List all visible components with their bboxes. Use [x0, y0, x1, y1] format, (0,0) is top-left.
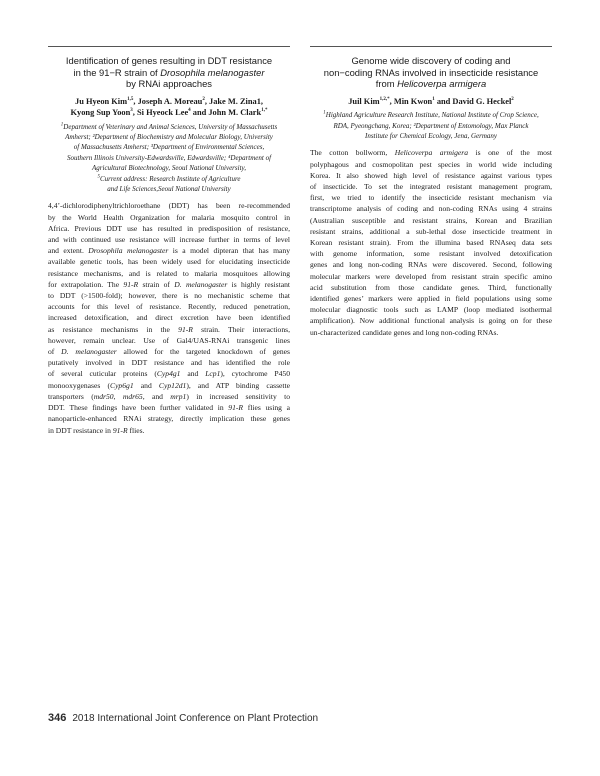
left-title-species: Drosophila melanogaster [160, 66, 265, 78]
author-name: , Min Kwon [389, 96, 433, 106]
abstract-line: nanoparticle-enhanced RNAi strategy, directly implication these genes [48, 414, 290, 424]
abstract-line: for extrapolation. The 91-R strain of D. melanogaster is highly resistant [48, 279, 290, 289]
abstract-line: transporters (mdr50, mdr65, and mrp1) in increased sensitivity to [48, 391, 291, 401]
author-affiliation-mark: 1,2,* [379, 96, 390, 102]
abstract-line: amplification). Now additional functional analysis is going on for these [310, 316, 552, 326]
affiliation-line: $^1$Highland Agriculture Research Institute, National Institute of Crop Science, [323, 110, 539, 120]
author-name: and David G. Heckel [434, 96, 512, 106]
abstract-line: Africa. Previous DDT use has resulted in predisposition of resistance, [48, 223, 290, 233]
author-name: , Joseph A. Moreau [133, 96, 203, 106]
abstract-line: to DDT (>1500-fold); however, there is no mechanistic scheme that [48, 291, 290, 301]
author-affiliation-mark: 2 [202, 96, 205, 102]
abstract-line: of insecticide. To set the integrated resistant management program, [310, 182, 552, 192]
right-article [310, 46, 552, 338]
abstract-line: genes and long non-coding RNAs were discovered. Second, following [310, 260, 552, 270]
author-affiliation-mark: 1,* [261, 108, 268, 114]
affiliation-line: Agricultural Biotechnology, Seoul National University, [92, 164, 246, 173]
affiliation-line: and Life Sciences,Seoul National University [107, 185, 231, 194]
left-authors [48, 96, 290, 119]
abstract-line: monooxygenases (Cyp6g1 and Cyp12d1), and ATP binding cassette [48, 380, 291, 390]
author-name: and John M. Clark [190, 108, 262, 118]
right-affiliations [310, 110, 552, 141]
abstract-line: identified genes’ markers were applied in field populations using some [310, 294, 552, 304]
affiliation-line: of Massachusetts Amherst; ³Department of Environmental Sciences, [73, 143, 265, 152]
abstract-line: transcriptome analysis of coding and non-coding RNAs using 4 strains [310, 204, 552, 214]
affiliation-line: $^5$Current address: Research Institute of Agriculture [97, 174, 241, 183]
abstract-line: with genome information, some resistant involved detoxification [310, 249, 552, 259]
abstract-line: Korean resistant strain). From the illumina based RNAseq data sets [310, 238, 552, 248]
page-footer [48, 712, 318, 725]
abstract-line: (Australian susceptible and resistant strains, Korean and Brazilian [310, 215, 552, 225]
left-affiliations [48, 122, 290, 195]
abstract-line: however, remain unclear. Use of Gal4/UAS-RNAi transgenic lines [48, 335, 290, 345]
right-title-species: Helicoverpa armigera [397, 78, 487, 90]
affiliation-line: $^1$Department of Veterinary and Animal Sciences, University of Massachusetts [60, 122, 278, 131]
page-number: 346 [48, 712, 67, 724]
left-article [48, 46, 290, 436]
abstract-line: un-characterized candidate genes and long non-coding RNAs. [310, 327, 499, 337]
abstract-line: putatively involved in DDT resistance and has identified the role [48, 358, 290, 368]
author-name: , Si Hyeock Lee [132, 108, 189, 118]
left-authors-line-1 [48, 96, 290, 107]
left-title-line-1: Identification of genes resulting in DDT resistance [65, 55, 273, 66]
abstract-line: Korea. It also showed high level of resistance against various types [310, 170, 552, 180]
affiliation-line: Southern Illinois University-Edwardsville, Edwardsville; ⁴Department of [66, 153, 272, 162]
affiliation-line: Institute for Chemical Ecology, Jena, Germany [365, 132, 497, 140]
affiliation-line: RDA, Pyeongchang, Korea; ²Department of Entomology, Max Planck [333, 121, 529, 130]
author-affiliation-mark: 1,5 [127, 96, 134, 102]
left-authors-line-2 [48, 107, 290, 118]
author-affiliation-mark: 3 [130, 108, 133, 114]
abstract-line: in DDT resistance in 91-R flies. [48, 425, 145, 435]
abstract-line: first, we tried to identify the insecticide resistant mechanism via [310, 193, 552, 203]
left-title-line-3: by RNAi approaches [126, 78, 212, 90]
abstract-line: 4,4’-dichlorodiphenyltrichloroethane (DDT) has been re-recommended [48, 201, 290, 211]
author-name: , Jake M. Zina1, [204, 96, 263, 106]
abstract-line: molecular markers were developed from resistant strain specific amino [310, 271, 552, 281]
abstract-line: resistant strains, additional a sub-lethal dose insecticide treatment in [310, 226, 552, 236]
author-name: Kyong Sup Yoon [70, 108, 131, 118]
left-top-rule [48, 46, 290, 47]
author-name: Ju Hyeon Kim [75, 96, 128, 106]
abstract-line: by the World Health Organization for malaria mosquito control in [48, 212, 290, 222]
right-authors [310, 96, 552, 107]
right-abstract [310, 147, 552, 337]
right-title-line-3: from [375, 78, 398, 90]
abstract-line: acid substitution from those candidate genes. Third, functionally [310, 282, 552, 292]
left-article-title [48, 55, 290, 90]
abstract-line: accounts for this level of resistance. Recently, reduced penetration, [48, 302, 290, 312]
abstract-line: of D. melanogaster allowed for the targeted knockdown of genes [48, 347, 290, 357]
author-affiliation-mark: 4 [188, 108, 191, 114]
conference-name: 2018 International Joint Conference on Plant Protection [72, 713, 319, 724]
abstract-line: DDT. These findings have been further validated in 91-R flies using a [48, 403, 290, 413]
right-title-line-2: non−coding RNAs involved in insecticide resistance [323, 66, 539, 78]
right-authors-line-1 [310, 96, 552, 107]
author-affiliation-mark: 2 [511, 96, 514, 102]
abstract-line: molecular diagnostic tools such as LAMP (loop mediated isothermal [310, 305, 552, 315]
right-title-line-1: Genome wide discovery of coding and [351, 55, 511, 66]
left-title-line-2: in the 91−R strain of [73, 66, 161, 78]
left-abstract [48, 200, 290, 435]
author-name: Juil Kim [348, 96, 380, 106]
right-article-title [310, 55, 552, 90]
abstract-line: polyphagous and cosmopolitan pest species in world wide including [310, 159, 552, 169]
abstract-line: The cotton bollworm, Helicoverpa armigera is one of the most [310, 148, 552, 158]
right-top-rule [310, 46, 552, 47]
abstract-line: and extent. Drosophila melanogaster is a model dipteran that has many [48, 246, 290, 256]
abstract-line: increased detoxification, and direct excretion have been identified [48, 313, 290, 323]
abstract-line: of several cuticular proteins (Cyp4g1 and Lcp1), cytochrome P450 [48, 369, 290, 379]
abstract-line: as resistance mechanisms in the 91-R strain. Their interactions, [48, 324, 290, 334]
abstract-line: and with continued use resistance will increase further in terms of level [48, 235, 290, 245]
abstract-line: resistance mechanisms, and is related to malaria mosquitoes allowing [48, 268, 290, 278]
affiliation-line: Amherst; ²Department of Biochemistry and Molecular Biology, University [65, 133, 273, 141]
author-affiliation-mark: 1 [432, 96, 435, 102]
abstract-line: available genetic tools, has been widely used for elucidating insecticide [48, 257, 290, 267]
